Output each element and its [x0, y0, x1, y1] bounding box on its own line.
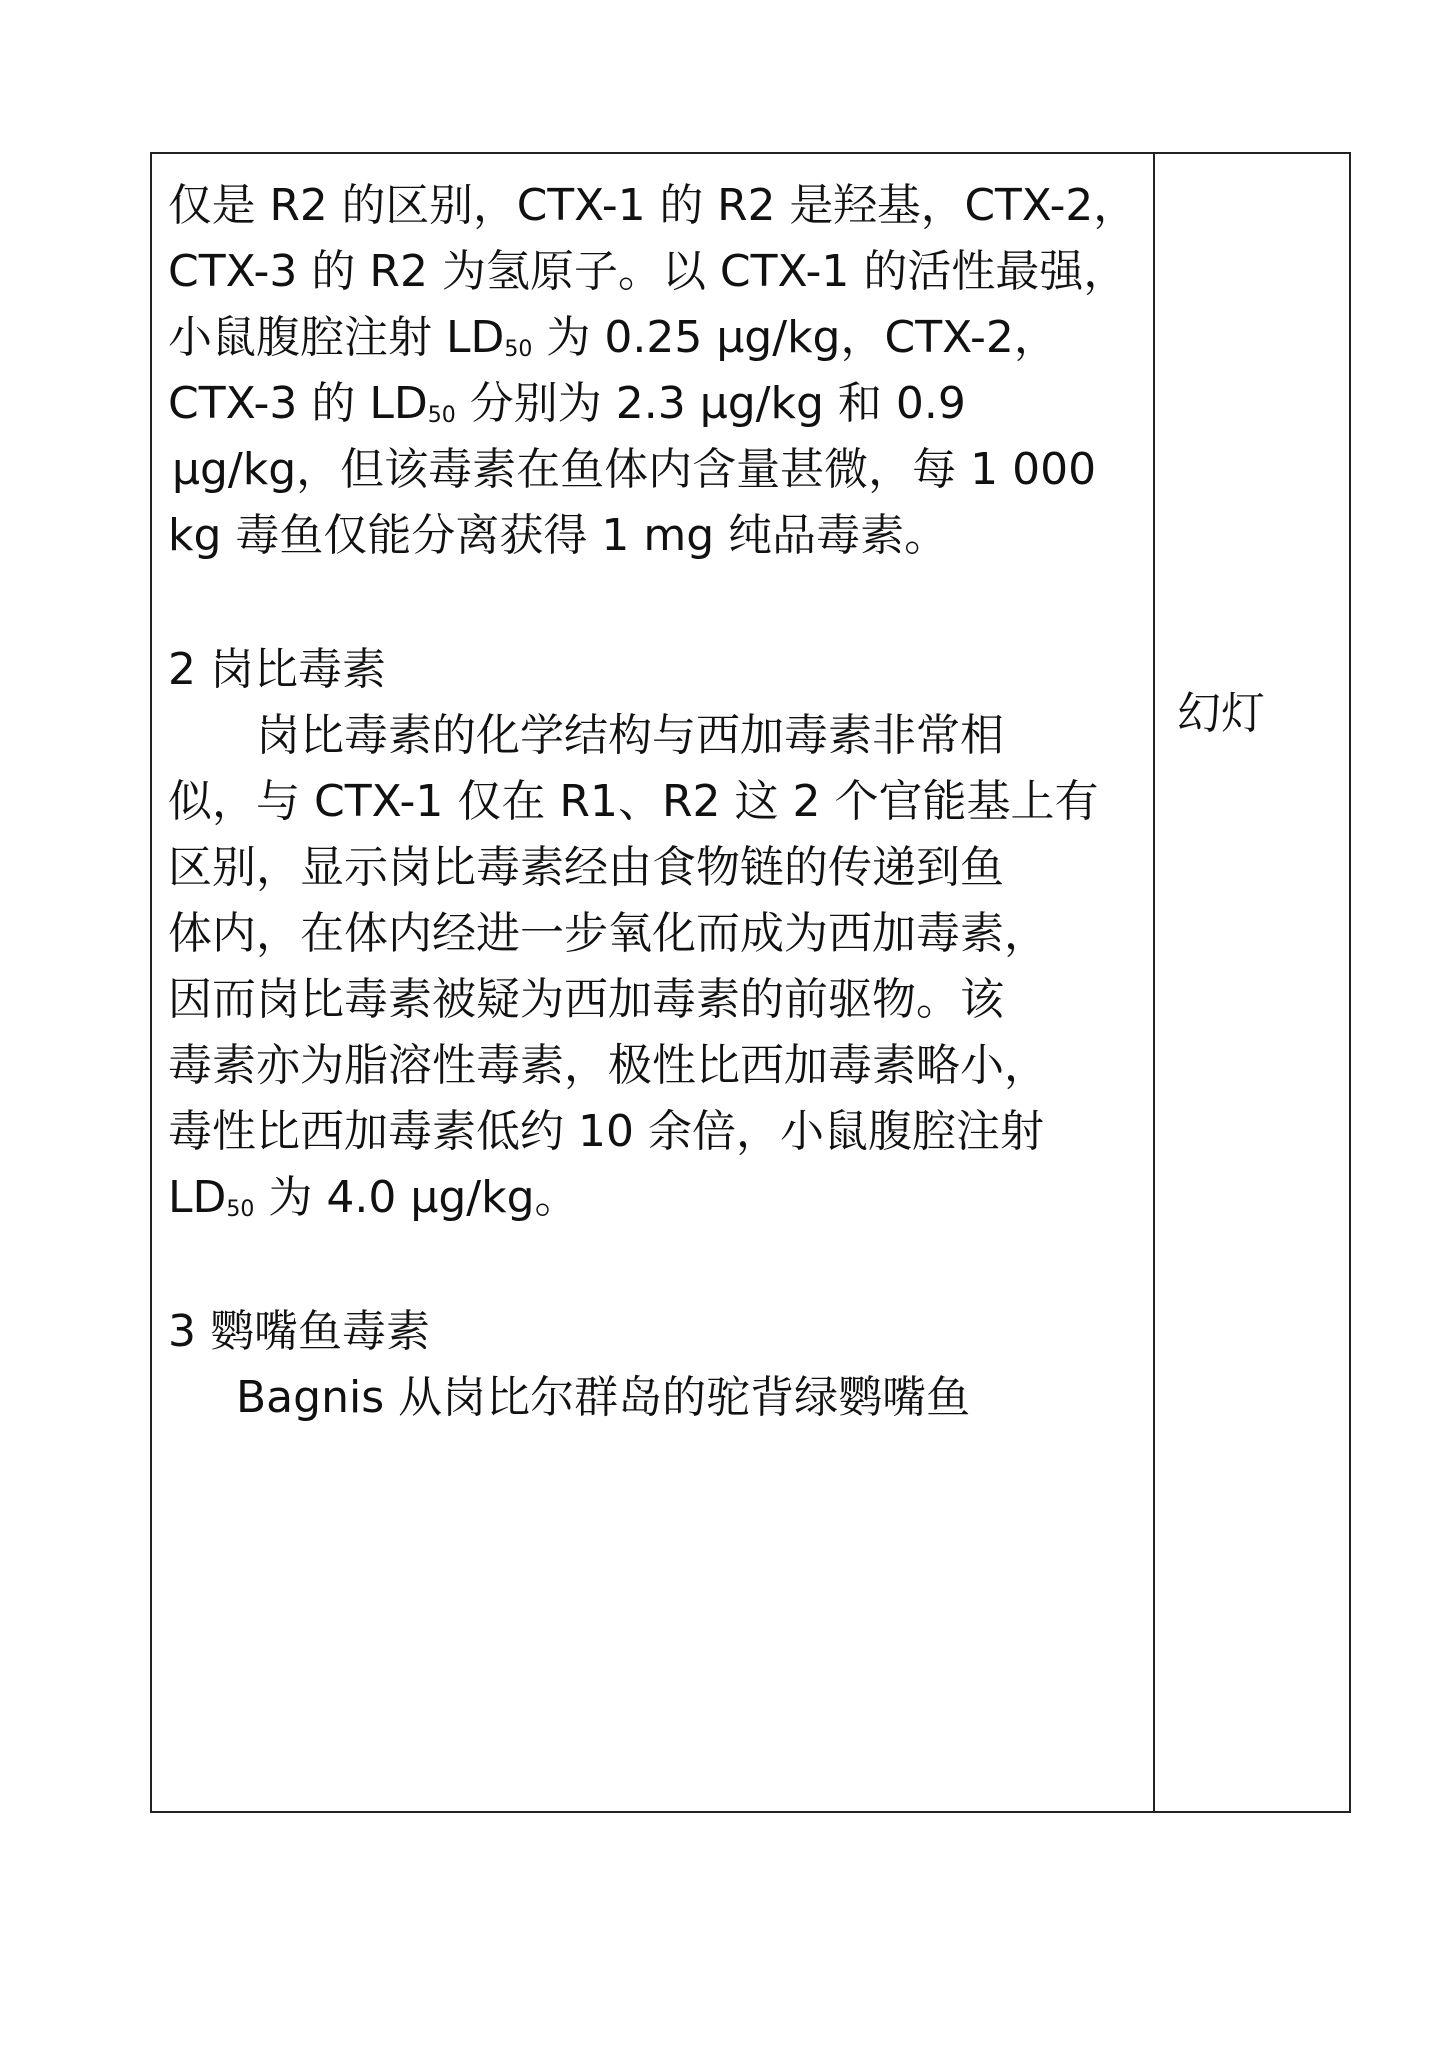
text-line [168, 506, 948, 566]
line-text: LD [168, 1172, 227, 1223]
line-text: 体内，在体内经进一步氧化而成为西加毒素， [168, 908, 1048, 959]
subscript: 50 [427, 403, 456, 428]
heading-text: 2 岗比毒素 [168, 644, 386, 695]
line-text: 区别，显示岗比毒素经由食物链的传递到鱼 [168, 842, 1004, 893]
text-line [168, 176, 1138, 236]
section-heading [168, 1302, 430, 1362]
line-text: 毒性比西加毒素低约 10 余倍，小鼠腹腔注射 [168, 1106, 1044, 1157]
line-text: CTX-3 的 LD [168, 378, 428, 429]
line-text: 为 4.0 μg/kg。 [254, 1172, 579, 1223]
text-line [236, 1368, 970, 1428]
text-line [168, 970, 1004, 1030]
line-text: 岗比毒素的化学结构与西加毒素非常相 [256, 710, 1004, 761]
line-text: CTX-3 的 R2 为氢原子。以 CTX-1 的活性最强， [168, 246, 1128, 297]
text-line [168, 374, 966, 434]
text-line [172, 440, 1096, 500]
line-text: 因而岗比毒素被疑为西加毒素的前驱物。该 [168, 974, 1004, 1025]
text-line [168, 242, 1127, 302]
side-note-cell [1155, 154, 1349, 1811]
line-text: μg/kg，但该毒素在鱼体内含量甚微，每 1 000 [172, 444, 1097, 495]
subscript: 50 [226, 1197, 255, 1222]
slide-label: 幻灯 [1177, 688, 1265, 739]
subscript: 50 [504, 337, 533, 362]
text-line [168, 904, 1048, 964]
text-line [168, 1102, 1044, 1162]
text-line [168, 1036, 1048, 1096]
line-text: 仅是 R2 的区别，CTX-1 的 R2 是羟基，CTX-2， [168, 180, 1138, 231]
section-heading [168, 640, 386, 700]
line-text: 小鼠腹腔注射 LD [168, 312, 505, 363]
line-text: 为 0.25 μg/kg，CTX-2， [532, 312, 1058, 363]
content-table [150, 152, 1351, 1813]
heading-text: 3 鹦嘴鱼毒素 [168, 1306, 430, 1357]
main-text-cell [152, 154, 1155, 1811]
line-text: kg 毒鱼仅能分离获得 1 mg 纯品毒素。 [168, 510, 949, 561]
line-text: Bagnis 从岗比尔群岛的驼背绿鹦嘴鱼 [236, 1372, 971, 1423]
line-text: 似，与 CTX-1 仅在 R1、R2 这 2 个官能基上有 [168, 776, 1099, 827]
text-line [168, 838, 1004, 898]
text-line [168, 772, 1098, 832]
text-line [168, 1168, 579, 1228]
text-line [256, 706, 1004, 766]
text-line [168, 308, 1058, 368]
line-text: 毒素亦为脂溶性毒素，极性比西加毒素略小， [168, 1040, 1048, 1091]
line-text: 分别为 2.3 μg/kg 和 0.9 [455, 378, 966, 429]
